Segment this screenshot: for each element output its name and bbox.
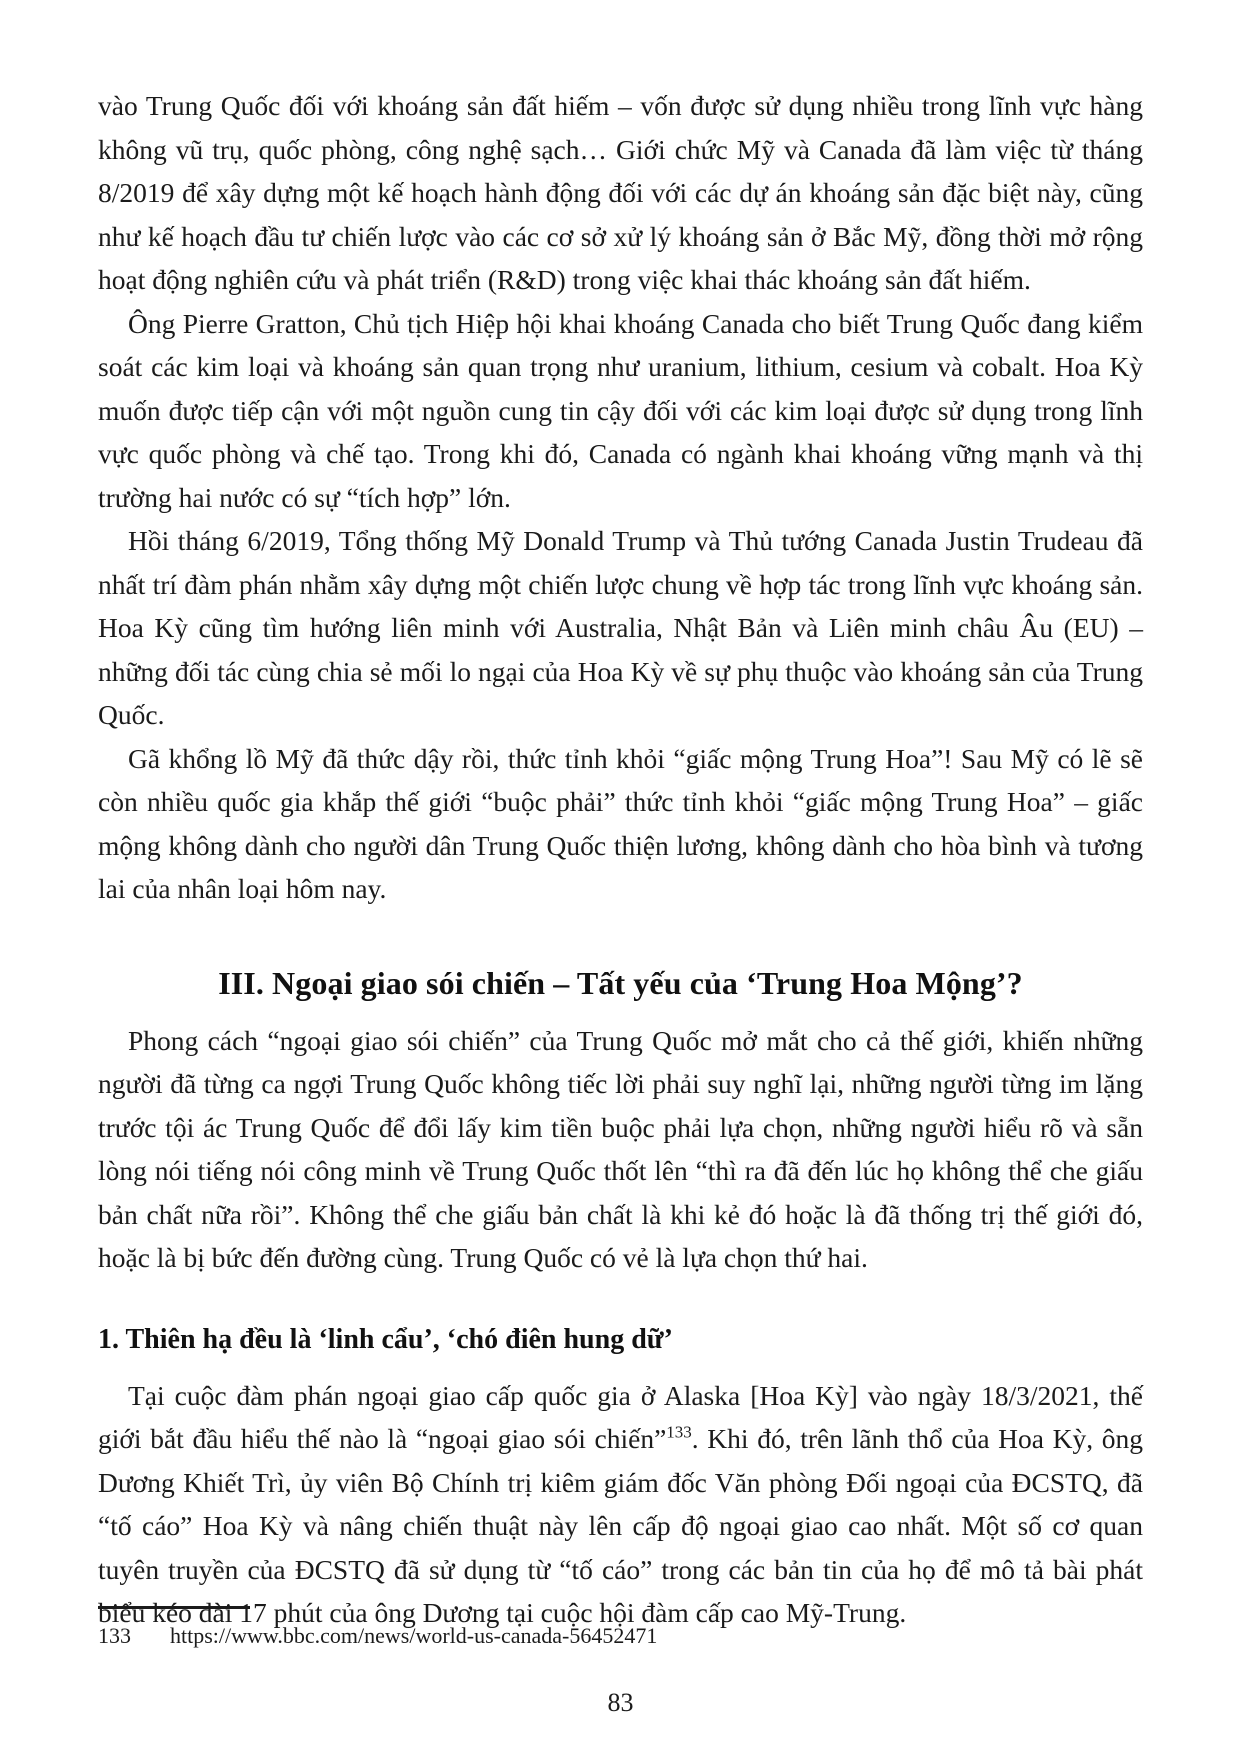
sub-paragraph-text-after-ref: . Khi đó, trên lãnh thổ của Hoa Kỳ, ông Dương Khiết Trì, ủy viên Bộ Chính trị kiêm giám đốc Văn phòng Đối ngoại của ĐCSTQ, đã “tố cáo” Hoa Kỳ và nâng chiến thuật này lên cấp độ ngoại giao cao nhất. Một số cơ quan tuyên truyền của ĐCSTQ đã sử dụng từ “tố cáo” trong các bản tin của họ để mô tả bài phát biểu kéo dài 17 phút của ông Dương tại cuộc hội đàm cấp cao Mỹ-Trung.	[98, 1423, 1143, 1628]
paragraph-1: vào Trung Quốc đối với khoáng sản đất hiếm – vốn được sử dụng nhiều trong lĩnh vực hàng không vũ trụ, quốc phòng, công nghệ sạch… Giới chức Mỹ và Canada đã làm việc từ tháng 8/2019 để xây dựng một kế hoạch hành động đối với các dự án khoáng sản đặc biệt này, cũng như kế hoạch đầu tư chiến lược vào các cơ sở xử lý khoáng sản ở Bắc Mỹ, đồng thời mở rộng hoạt động nghiên cứu và phát triển (R&D) trong việc khai thác khoáng sản đất hiếm.	[98, 90, 1143, 295]
footnote-reference-133[interactable]: 133	[666, 1422, 692, 1442]
sub-paragraph-text-before-ref: Tại cuộc đàm phán ngoại giao cấp quốc gia ở Alaska [Hoa Kỳ] vào ngày 18/3/2021, thế giới bắt đầu hiểu thế nào là “ngoại giao sói chiến”	[98, 1379, 1143, 1454]
footnote-url[interactable]: https://www.bbc.com/news/world-us-canada-56452471	[170, 1623, 658, 1648]
footnote-entry	[98, 1621, 1143, 1651]
sub-heading: 1. Thiên hạ đều là ‘linh cẩu’, ‘chó điên hung dữ’	[98, 1323, 673, 1355]
footnote-separator-rule	[98, 1606, 250, 1609]
page-content	[98, 84, 1143, 1635]
paragraph-3: Hồi tháng 6/2019, Tổng thống Mỹ Donald Trump và Thủ tướng Canada Justin Trudeau đã nhất trí đàm phán nhằm xây dựng một chiến lược chung về hợp tác trong lĩnh vực khoáng sản. Hoa Kỳ cũng tìm hướng liên minh với Australia, Nhật Bản và Liên minh châu Âu (EU) – những đối tác cùng chia sẻ mối lo ngại của Hoa Kỳ về sự phụ thuộc vào khoáng sản của Trung Quốc.	[98, 525, 1143, 730]
section-paragraph: Phong cách “ngoại giao sói chiến” của Trung Quốc mở mắt cho cả thế giới, khiến những người đã từng ca ngợi Trung Quốc không tiếc lời phải suy nghĩ lại, những người từng im lặng trước tội ác Trung Quốc để đổi lấy kim tiền buộc phải lựa chọn, những người hiểu rõ và sẵn lòng nói tiếng nói công minh về Trung Quốc thốt lên “thì ra đã đến lúc họ không thể che giấu bản chất nữa rồi”. Không thể che giấu bản chất là khi kẻ đó hoặc là đã thống trị thế giới đó, hoặc là bị bức đến đường cùng. Trung Quốc có vẻ là lựa chọn thứ hai.	[98, 1024, 1143, 1273]
page-number: 83	[607, 1688, 634, 1717]
footnote-area	[98, 1606, 1143, 1651]
section-heading: III. Ngoại giao sói chiến – Tất yếu của ‘Trung Hoa Mộng’?	[218, 964, 1023, 1001]
sub-paragraph	[98, 1374, 1143, 1635]
paragraph-2: Ông Pierre Gratton, Chủ tịch Hiệp hội khai khoáng Canada cho biết Trung Quốc đang kiểm soát các kim loại và khoáng sản quan trọng như uranium, lithium, cesium và cobalt. Hoa Kỳ muốn được tiếp cận với một nguồn cung tin cậy đối với các kim loại được sử dụng trong lĩnh vực quốc phòng và chế tạo. Trong khi đó, Canada có ngành khai khoáng vững mạnh và thị trường hai nước có sự “tích hợp” lớn.	[98, 307, 1143, 513]
sub-heading-wrap	[98, 1320, 1143, 1360]
section-heading-wrap	[98, 961, 1143, 1005]
footnote-number: 133	[98, 1623, 131, 1648]
paragraph-4: Gã khổng lồ Mỹ đã thức dậy rồi, thức tỉnh khỏi “giấc mộng Trung Hoa”! Sau Mỹ có lẽ sẽ còn nhiều quốc gia khắp thế giới “buộc phải” thức tỉnh khỏi “giấc mộng Trung Hoa” – giấc mộng không dành cho người dân Trung Quốc thiện lương, không dành cho hòa bình và tương lai của nhân loại hôm nay.	[98, 742, 1143, 904]
